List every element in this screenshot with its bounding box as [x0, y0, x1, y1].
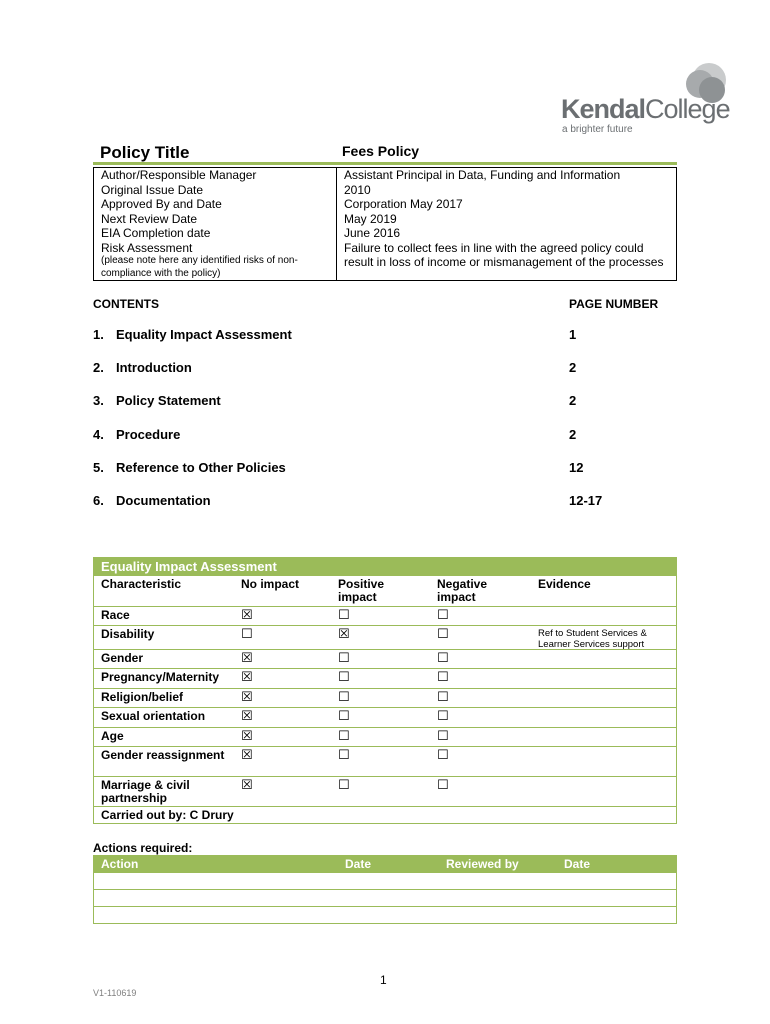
- eia-row: [94, 727, 676, 746]
- eia-row: [94, 776, 676, 806]
- toc-label: Reference to Other Policies: [116, 459, 286, 475]
- risk-value: Failure to collect fees in line with the agreed policy could result in loss of income or mismanagement of the processes: [337, 241, 677, 281]
- positive-impact-checkbox: ☐: [338, 778, 350, 793]
- col-reviewed-by: Reviewed by: [446, 857, 519, 871]
- carried-out-by: Carried out by: C Drury: [94, 806, 676, 823]
- eia-characteristic: Disability: [101, 627, 155, 641]
- toc-item: [93, 427, 677, 445]
- meta-value: May 2019: [337, 212, 677, 227]
- no-impact-checkbox: ☒: [241, 651, 253, 666]
- toc-number: 3.: [93, 393, 104, 409]
- negative-impact-checkbox: ☐: [437, 651, 449, 666]
- meta-value: Assistant Principal in Data, Funding and Information: [337, 168, 677, 183]
- negative-impact-checkbox: ☐: [437, 748, 449, 763]
- meta-value: Corporation May 2017: [337, 197, 677, 212]
- negative-impact-checkbox: ☐: [437, 778, 449, 793]
- toc-page: 2: [569, 360, 577, 376]
- eia-row: [94, 707, 676, 727]
- no-impact-checkbox: ☒: [241, 608, 253, 623]
- policy-title-value: Fees Policy: [342, 143, 420, 159]
- toc-number: 2.: [93, 360, 104, 376]
- toc-page: 2: [569, 393, 577, 409]
- eia-row: [94, 625, 676, 649]
- no-impact-checkbox: ☒: [241, 709, 253, 724]
- eia-column-headers: [94, 576, 676, 606]
- toc-page: 12: [569, 459, 584, 475]
- toc-number: 1.: [93, 327, 104, 342]
- positive-impact-checkbox: ☐: [338, 690, 350, 705]
- eia-characteristic: Sexual orientation: [101, 709, 206, 723]
- eia-row: [94, 606, 676, 625]
- version-code: V1-110619: [93, 988, 137, 998]
- page-number-heading: PAGE NUMBER: [569, 297, 659, 311]
- col-negative-impact: Negative impact: [437, 577, 488, 604]
- eia-row: [94, 668, 676, 688]
- col-positive-impact: Positive impact: [338, 577, 385, 604]
- meta-label: Next Review Date: [94, 212, 337, 227]
- toc-item: [93, 360, 677, 378]
- toc-number: 5.: [93, 459, 104, 475]
- positive-impact-checkbox: ☐: [338, 651, 350, 666]
- no-impact-checkbox: ☒: [241, 670, 253, 685]
- toc-label: Documentation: [116, 493, 211, 508]
- risk-label: Risk Assessment: [101, 240, 193, 255]
- negative-impact-checkbox: ☐: [437, 608, 449, 623]
- toc-label: Equality Impact Assessment: [116, 327, 292, 342]
- col-characteristic: Characteristic: [101, 577, 182, 591]
- eia-row: [94, 746, 676, 776]
- eia-row: [94, 649, 676, 668]
- positive-impact-checkbox: ☐: [338, 729, 350, 744]
- actions-empty-row: [94, 906, 676, 923]
- positive-impact-checkbox: ☐: [338, 608, 350, 623]
- meta-row: [94, 168, 677, 183]
- toc-item: [93, 493, 677, 511]
- eia-title: Equality Impact Assessment: [94, 558, 676, 576]
- negative-impact-checkbox: ☐: [437, 627, 449, 642]
- no-impact-checkbox: ☒: [241, 729, 253, 744]
- meta-label: EIA Completion date: [94, 226, 337, 241]
- negative-impact-checkbox: ☐: [437, 670, 449, 685]
- toc-page: 2: [569, 426, 577, 442]
- title-divider: [93, 162, 677, 165]
- col-no-impact: No impact: [241, 577, 300, 591]
- col-date: Date: [345, 857, 372, 871]
- actions-table: [93, 855, 677, 924]
- toc-item: [93, 460, 677, 478]
- meta-row: [94, 183, 677, 198]
- page-number: 1: [380, 973, 387, 987]
- no-impact-checkbox: ☐: [241, 627, 253, 642]
- eia-characteristic: Gender reassignment: [101, 748, 225, 762]
- meta-label: Original Issue Date: [94, 183, 337, 198]
- eia-characteristic: Religion/belief: [101, 690, 184, 704]
- positive-impact-checkbox: ☐: [338, 670, 350, 685]
- meta-row: [94, 197, 677, 212]
- positive-impact-checkbox: ☐: [338, 709, 350, 724]
- negative-impact-checkbox: ☐: [437, 709, 449, 724]
- no-impact-checkbox: ☒: [241, 748, 253, 763]
- risk-label-cell: [94, 241, 337, 281]
- meta-label: Author/Responsible Manager: [94, 168, 337, 183]
- meta-value: 2010: [337, 183, 677, 198]
- col-action: Action: [101, 857, 139, 871]
- col-evidence: Evidence: [538, 577, 591, 591]
- equality-impact-table: [93, 557, 677, 824]
- toc-number: 6.: [93, 493, 104, 508]
- college-logo-wordmark: KendalCollege: [561, 94, 730, 124]
- no-impact-checkbox: ☒: [241, 690, 253, 705]
- toc-page: 1: [569, 327, 577, 342]
- toc-label: Introduction: [116, 360, 192, 376]
- toc-page: 12-17: [569, 493, 603, 508]
- meta-row-risk: [94, 241, 677, 281]
- negative-impact-checkbox: ☐: [437, 690, 449, 705]
- toc-label: Procedure: [116, 426, 181, 442]
- eia-characteristic: Race: [101, 608, 130, 622]
- toc-item: [93, 327, 677, 345]
- meta-value: June 2016: [337, 226, 677, 241]
- college-logo-tagline: a brighter future: [562, 124, 633, 135]
- positive-impact-checkbox: ☐: [338, 748, 350, 763]
- meta-label: Approved By and Date: [94, 197, 337, 212]
- policy-meta-table: [93, 167, 677, 281]
- meta-row: [94, 226, 677, 241]
- eia-characteristic: Pregnancy/Maternity: [101, 670, 220, 684]
- positive-impact-checkbox: ☒: [338, 627, 350, 642]
- policy-title-label: Policy Title: [100, 143, 190, 162]
- actions-header-row: [94, 856, 676, 872]
- eia-characteristic: Marriage & civil partnership: [101, 778, 190, 805]
- risk-note: (please note here any identified risks of non-compliance with the policy): [101, 255, 298, 279]
- eia-characteristic: Age: [101, 729, 124, 743]
- actions-heading: Actions required:: [93, 841, 193, 855]
- eia-row: [94, 688, 676, 707]
- toc-label: Policy Statement: [116, 393, 221, 409]
- actions-empty-row: [94, 872, 676, 889]
- toc-number: 4.: [93, 426, 104, 442]
- col-date-2: Date: [564, 857, 591, 871]
- actions-empty-row: [94, 889, 676, 906]
- eia-evidence: Ref to Student Services & Learner Services support: [538, 628, 647, 650]
- no-impact-checkbox: ☒: [241, 778, 253, 793]
- meta-row: [94, 212, 677, 227]
- negative-impact-checkbox: ☐: [437, 729, 449, 744]
- toc-item: [93, 393, 677, 411]
- eia-characteristic: Gender: [101, 651, 144, 665]
- contents-heading: CONTENTS: [93, 297, 159, 311]
